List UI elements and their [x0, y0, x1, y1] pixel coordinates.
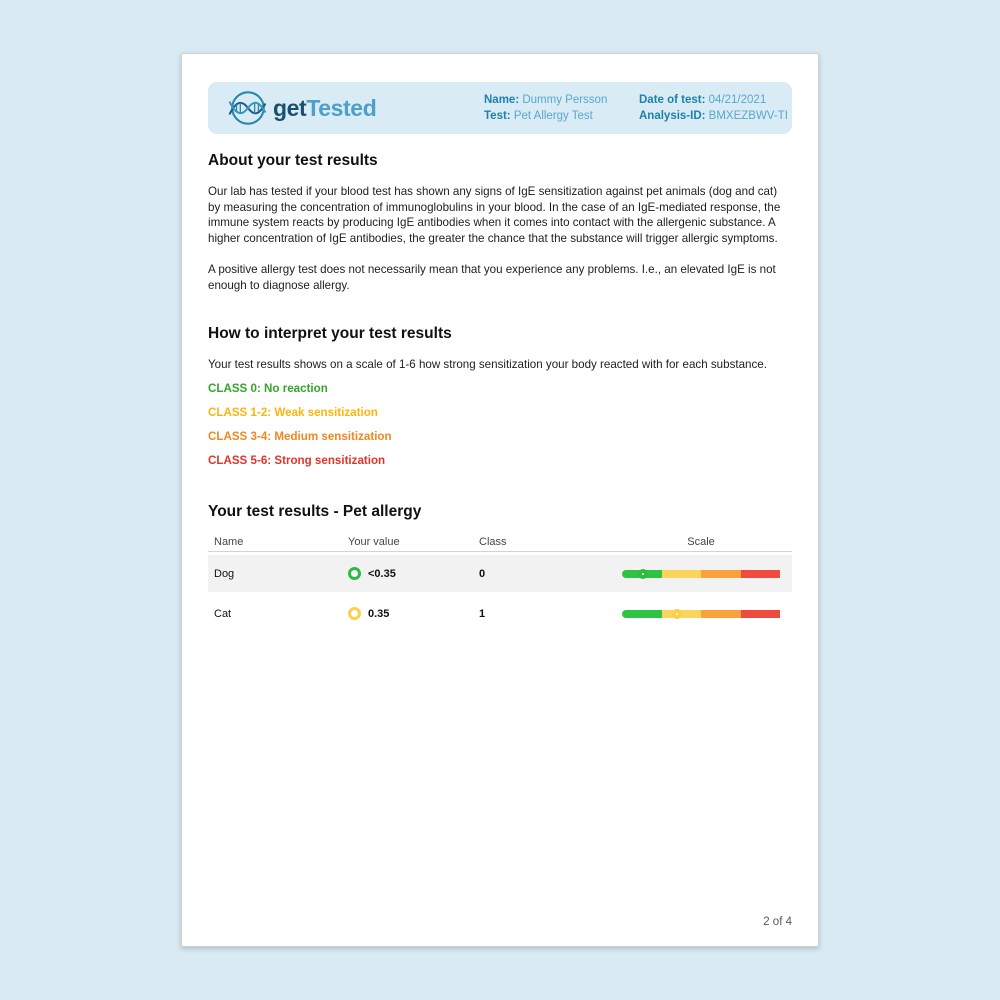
column-header-class: Class [479, 535, 507, 548]
brand-wordmark [273, 95, 376, 122]
report-header-banner [208, 82, 792, 134]
result-value: <0.35 [368, 567, 396, 580]
interpret-intro: Your test results shows on a scale of 1-6 how strong sensitization your body reacted with for each substance. [208, 357, 767, 371]
class-1-2-legend: CLASS 1-2: Weak sensitization [208, 406, 378, 420]
page-number: 2 of 4 [763, 916, 792, 928]
result-level-icon [348, 607, 361, 620]
column-header-scale: Scale [687, 535, 715, 548]
brand-logo [227, 88, 376, 128]
date-label: Date of test: [639, 94, 706, 106]
class-0-legend: CLASS 0: No reaction [208, 382, 328, 396]
allergen-name: Cat [214, 607, 232, 620]
class-legend [208, 381, 792, 468]
test-label: Test: [484, 110, 511, 122]
results-section-title: Your test results - Pet allergy [208, 503, 422, 521]
about-paragraph-2: A positive allergy test does not necessarily mean that you experience any problems. I.e., an elevated IgE is not enough to diagnose allergy. [208, 263, 776, 292]
dna-logo-icon [227, 88, 267, 128]
test-type-line [484, 108, 607, 124]
name-value: Dummy Persson [522, 94, 608, 106]
name-label: Name: [484, 94, 520, 106]
results-table-header [208, 532, 792, 552]
column-header-name: Name [214, 535, 244, 548]
report-page [181, 53, 819, 947]
analysis-id-label: Analysis-ID: [639, 110, 706, 122]
column-header-value: Your value [348, 535, 400, 548]
brand-get: get [273, 94, 307, 121]
interpret-section-title: How to interpret your test results [208, 324, 452, 342]
result-class: 0 [479, 567, 486, 580]
result-scale-slider [622, 610, 780, 618]
analysis-id-value: BMXEZBWV-TI [708, 110, 788, 122]
about-paragraph-1: Our lab has tested if your blood test has shown any signs of IgE sensitization against pet animals (dog and cat) by measuring the concentration of immunoglobulins in your blood. In the case of an IgE-mediated response, the immune system reacts by producing IgE antibodies when it comes into contact with the allergenic substance. A higher concentration of IgE antibodies, the greater the chance that the substance will trigger allergic symptoms. [208, 185, 781, 245]
result-class: 1 [479, 607, 486, 620]
patient-info-column [484, 92, 607, 124]
analysis-id-line [639, 108, 788, 124]
about-section-title: About your test results [208, 152, 378, 169]
scale-segment-orange [701, 610, 741, 618]
scale-segment-red [741, 610, 781, 618]
date-value: 04/21/2021 [708, 94, 767, 106]
brand-tested: Tested [306, 94, 377, 121]
patient-name-line [484, 92, 607, 108]
scale-segment-orange [701, 570, 741, 578]
scale-segment-green [622, 610, 662, 618]
scale-segment-red [741, 570, 781, 578]
scale-marker [672, 609, 682, 619]
results-table [208, 532, 792, 632]
allergen-name: Dog [214, 567, 235, 580]
scale-segment-yellow [662, 570, 702, 578]
table-row-dog [208, 555, 792, 592]
test-date-line [639, 92, 788, 108]
class-5-6-legend: CLASS 5-6: Strong sensitization [208, 454, 386, 468]
result-value: 0.35 [368, 607, 390, 620]
class-3-4-legend: CLASS 3-4: Medium sensitization [208, 430, 392, 444]
table-row-cat [208, 595, 792, 632]
test-value: Pet Allergy Test [513, 110, 593, 122]
scale-marker [638, 569, 648, 579]
test-meta-column [639, 92, 788, 124]
result-level-icon [348, 567, 361, 580]
result-scale-slider [622, 570, 780, 578]
